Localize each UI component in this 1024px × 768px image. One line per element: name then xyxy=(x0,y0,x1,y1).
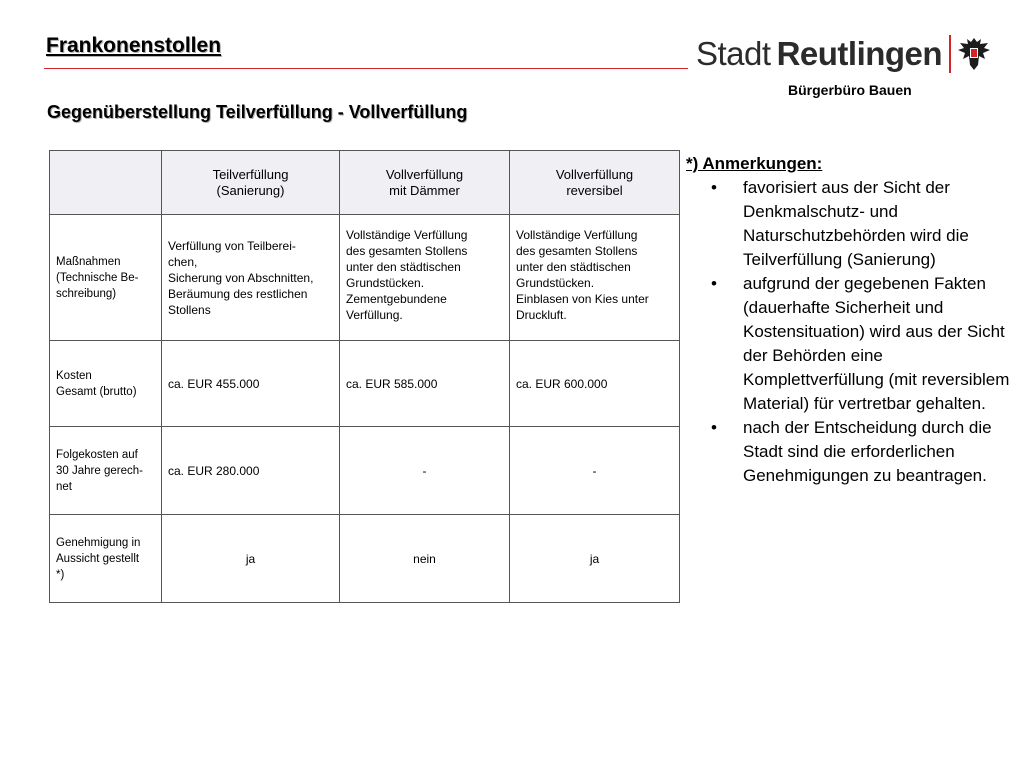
header-cell-teilverfuellung: Teilverfüllung (Sanierung) xyxy=(162,151,340,215)
page-title: Frankonenstollen xyxy=(46,34,222,57)
notes-panel xyxy=(686,152,1016,488)
header-cell-empty xyxy=(50,151,162,215)
brand-divider xyxy=(949,35,951,73)
table-cell: - xyxy=(510,427,680,515)
table-header-row xyxy=(50,151,680,215)
table-cell: Verfüllung von Teilberei- chen, Sicherung von Abschnitten, Beräumung des restlichen Stollens xyxy=(162,215,340,341)
header-cell-vollverfuellung-daemmer: Vollverfüllung mit Dämmer xyxy=(340,151,510,215)
table-cell: ca. EUR 600.000 xyxy=(510,341,680,427)
table-cell: Vollständige Verfüllung des gesamten Stollens unter den städtischen Grundstücken. Einblasen von Kies unter Druckluft. xyxy=(510,215,680,341)
brand-stadt: Stadt xyxy=(696,35,771,72)
table-cell: Vollständige Verfüllung des gesamten Stollens unter den städtischen Grundstücken. Zementgebundene Verfüllung. xyxy=(340,215,510,341)
brand-name: Reutlingen xyxy=(776,35,943,72)
row-label: Kosten Gesamt (brutto) xyxy=(50,341,162,427)
bullet-icon: • xyxy=(711,274,717,293)
table-cell: ca. EUR 585.000 xyxy=(340,341,510,427)
department-label: Bürgerbüro Bauen xyxy=(788,82,912,98)
row-label: Maßnahmen (Technische Be- schreibung) xyxy=(50,215,162,341)
table-row xyxy=(50,427,680,515)
comparison-table xyxy=(49,150,680,603)
title-divider xyxy=(44,68,688,69)
eagle-coat-of-arms-icon xyxy=(957,35,991,73)
notes-heading: *) Anmerkungen: xyxy=(686,154,823,173)
table-cell: - xyxy=(340,427,510,515)
table-cell: ja xyxy=(162,515,340,603)
table-row xyxy=(50,515,680,603)
table-cell: ja xyxy=(510,515,680,603)
bullet-icon: • xyxy=(711,178,717,197)
list-item xyxy=(686,176,1016,272)
note-text: aufgrund der gegebenen Fakten (dauerhafte Sicherheit und Kostensituation) wird aus der Sicht der Behörden eine Komplettverfüllung (mit reversiblem Material) für vertretbar gehalten. xyxy=(743,274,1010,413)
table-cell: ca. EUR 455.000 xyxy=(162,341,340,427)
table-row xyxy=(50,341,680,427)
row-label: Genehmigung in Aussicht gestellt *) xyxy=(50,515,162,603)
list-item xyxy=(686,272,1016,416)
notes-list xyxy=(686,176,1016,488)
city-logo xyxy=(696,34,991,74)
note-text: nach der Entscheidung durch die Stadt sind die erforderlichen Genehmigungen zu beantragen. xyxy=(743,418,992,485)
table-cell: nein xyxy=(340,515,510,603)
bullet-icon: • xyxy=(711,418,717,437)
slide-subtitle: Gegenüberstellung Teilverfüllung - Vollverfüllung xyxy=(47,102,468,122)
note-text: favorisiert aus der Sicht der Denkmalschutz- und Naturschutzbehörden wird die Teilverfüllung (Sanierung) xyxy=(743,178,969,269)
list-item xyxy=(686,416,1016,488)
row-label: Folgekosten auf 30 Jahre gerech- net xyxy=(50,427,162,515)
table-row xyxy=(50,215,680,341)
table-cell: ca. EUR 280.000 xyxy=(162,427,340,515)
header-cell-vollverfuellung-reversibel: Vollverfüllung reversibel xyxy=(510,151,680,215)
